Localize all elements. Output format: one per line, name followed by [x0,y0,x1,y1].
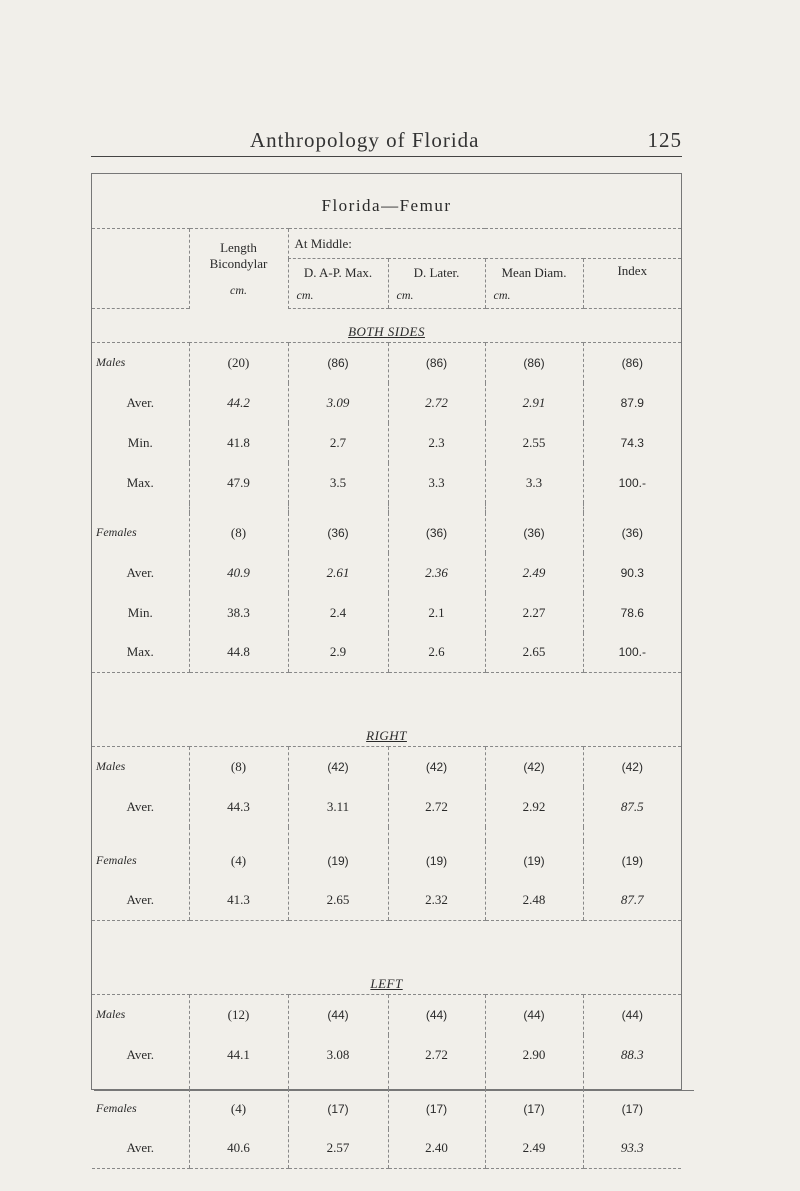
count-cell: (36) [288,513,388,553]
header-rule [91,156,682,157]
value-cell: 2.55 [485,423,583,463]
count-cell: (44) [388,995,485,1035]
header-dap-max-label: D. A-P. Max. [303,264,373,280]
count-cell: (19) [288,841,388,881]
table-row [92,593,681,633]
table-row [92,841,681,881]
value-cell: 2.32 [388,881,485,921]
header-d-later-label: D. Later. [413,264,460,280]
count-cell: (86) [388,343,485,383]
value-cell: 44.1 [189,1035,288,1075]
section-title [92,961,681,995]
value-cell: 100.- [583,633,681,673]
sex-label: Males [96,759,126,774]
count-cell: (17) [288,1089,388,1129]
count-cell: (86) [485,343,583,383]
section-title-text: BOTH SIDES [348,324,425,339]
row-label: Aver. [126,1046,155,1062]
value-cell: 2.57 [288,1129,388,1169]
value-cell: 93.3 [583,1129,681,1169]
header-mean-diam [485,259,583,309]
value-cell: 78.6 [583,593,681,633]
value-cell: 87.7 [583,881,681,921]
table-row [92,881,681,921]
count-cell: (4) [189,1089,288,1129]
table-row [92,513,681,553]
value-cell: 2.65 [485,633,583,673]
header-mean-unit: cm. [493,287,511,302]
sex-label: Females [96,853,137,867]
count-cell: (8) [189,513,288,553]
row-label: Max. [92,633,189,673]
table-row [92,423,681,463]
count-cell: (42) [288,747,388,787]
count-cell: (36) [388,513,485,553]
count-cell: (4) [189,841,288,881]
value-cell: 2.72 [388,1035,485,1075]
row-label: Min. [127,604,153,620]
value-cell: 2.61 [288,553,388,593]
table-row [92,633,681,673]
count-cell: (19) [485,841,583,881]
table-row [92,747,681,787]
header-index: Index [583,259,681,309]
header-length-label: Length [220,239,257,255]
value-cell: 90.3 [583,553,681,593]
value-cell: 47.9 [189,463,288,503]
sex-label: Females [96,1101,137,1115]
value-cell: 2.91 [485,383,583,423]
table-row [92,787,681,827]
value-cell: 100.- [583,463,681,503]
count-cell: (44) [485,995,583,1035]
value-cell: 41.8 [189,423,288,463]
count-cell: (17) [583,1089,681,1129]
value-cell: 2.48 [485,881,583,921]
row-label: Aver. [126,394,155,410]
count-cell: (12) [189,995,288,1035]
table-row [92,463,681,503]
value-cell: 2.6 [388,633,485,673]
value-cell: 40.6 [189,1129,288,1169]
count-cell: (44) [583,995,681,1035]
value-cell: 74.3 [583,423,681,463]
value-cell: 2.4 [288,593,388,633]
header-mean-diam-label: Mean Diam. [501,264,567,280]
value-cell: 2.65 [288,881,388,921]
sex-label: Males [96,1007,126,1022]
header-length-unit: cm. [230,282,247,297]
value-cell: 2.49 [485,1129,583,1169]
count-cell: (44) [288,995,388,1035]
count-cell: (42) [485,747,583,787]
page-number: 125 [647,128,682,152]
value-cell: 2.90 [485,1035,583,1075]
header-dap-unit: cm. [296,287,314,302]
value-cell: 87.9 [583,383,681,423]
value-cell: 3.3 [388,463,485,503]
value-cell: 2.1 [388,593,485,633]
count-cell: (36) [583,513,681,553]
value-cell: 3.09 [288,383,388,423]
sex-label: Females [96,525,137,539]
value-cell: 3.3 [485,463,583,503]
value-cell: 2.72 [388,787,485,827]
table-row [92,1089,681,1129]
value-cell: 2.72 [388,383,485,423]
count-cell: (19) [583,841,681,881]
value-cell: 3.5 [288,463,388,503]
section-title [92,713,681,747]
header-d-later [388,259,485,309]
value-cell: 40.9 [189,553,288,593]
row-label: Aver. [92,881,189,921]
row-label: Aver. [126,564,155,580]
femur-table [92,228,681,1169]
value-cell: 2.7 [288,423,388,463]
count-cell: (42) [388,747,485,787]
section-title-text: LEFT [370,976,403,991]
table-row [92,553,681,593]
row-label: Aver. [92,1129,189,1169]
header-at-middle: At Middle: [288,229,681,259]
count-cell: (86) [288,343,388,383]
value-cell: 41.3 [189,881,288,921]
table-row [92,995,681,1035]
value-cell: 2.92 [485,787,583,827]
sex-label: Males [96,355,126,370]
count-cell: (17) [388,1089,485,1129]
value-cell: 44.8 [189,633,288,673]
header-length-sub: Bicondylar [209,255,268,271]
table-row [92,383,681,423]
header-d-later-unit: cm. [396,287,414,302]
row-label: Min. [127,434,153,450]
table-row [92,1035,681,1075]
table-title: Florida—Femur [321,196,452,215]
count-cell: (8) [189,747,288,787]
value-cell: 44.3 [189,787,288,827]
header-dap-max [288,259,388,309]
value-cell: 2.40 [388,1129,485,1169]
table-row [92,343,681,383]
value-cell: 3.11 [288,787,388,827]
value-cell: 2.49 [485,553,583,593]
row-label: Aver. [126,798,155,814]
header-length [189,229,288,309]
value-cell: 2.36 [388,553,485,593]
count-cell: (42) [583,747,681,787]
table-row [92,1129,681,1169]
count-cell: (17) [485,1089,583,1129]
value-cell: 2.27 [485,593,583,633]
row-label: Max. [126,474,154,490]
count-cell: (86) [583,343,681,383]
section-title-text: RIGHT [366,728,407,743]
value-cell: 87.5 [583,787,681,827]
section-title [92,309,681,343]
value-cell: 38.3 [189,593,288,633]
count-cell: (36) [485,513,583,553]
value-cell: 44.2 [189,383,288,423]
value-cell: 2.3 [388,423,485,463]
value-cell: 2.9 [288,633,388,673]
count-cell: (19) [388,841,485,881]
value-cell: 3.08 [288,1035,388,1075]
running-head [250,126,682,156]
running-head-title: Anthropology of Florida [250,128,480,152]
count-cell: (20) [189,343,288,383]
value-cell: 88.3 [583,1035,681,1075]
